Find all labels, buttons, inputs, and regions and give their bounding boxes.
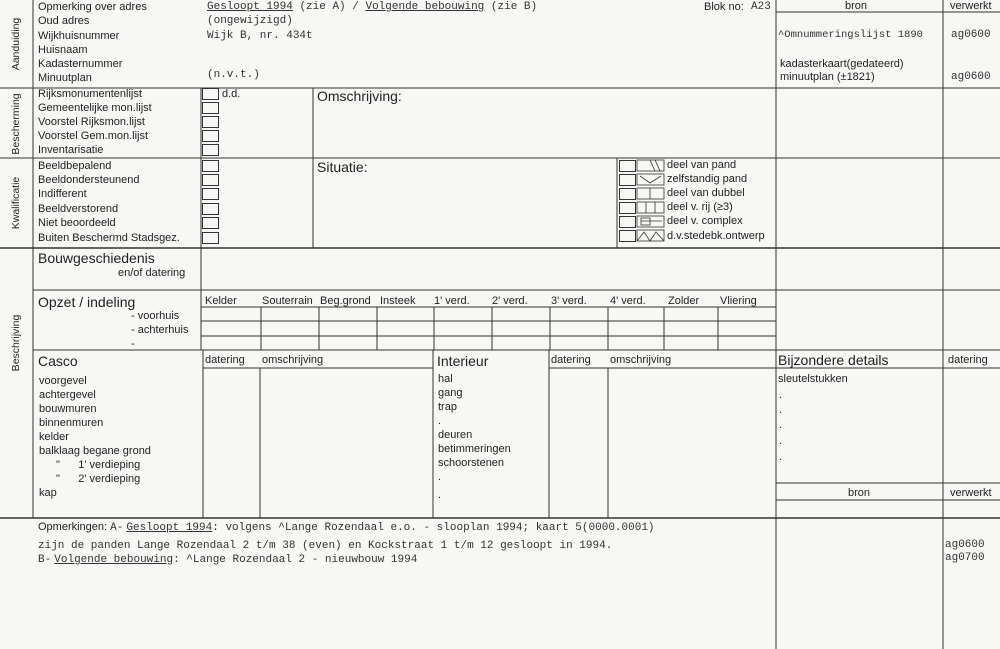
label-voorstel-rijksmonlijst: Voorstel Rijksmon.lijst: [38, 116, 145, 128]
floor-vliering: Vliering: [720, 295, 757, 307]
blok-value: A23: [751, 1, 771, 13]
dd-label: d.d.: [222, 88, 241, 100]
interieur-omschrijving-header: omschrijving: [610, 354, 672, 366]
side-label-kwalificatie: Kwalificatie: [10, 176, 22, 230]
label-huisnaam: Huisnaam: [38, 44, 88, 56]
bron-header-lower: bron: [848, 487, 871, 499]
label-beeldondersteunend: Beeldondersteunend: [38, 174, 140, 186]
checkbox-beeldondersteunend[interactable]: [202, 174, 219, 186]
opmerkingen-verwerkt-2: ag0700: [945, 552, 985, 564]
casco-omschrijving-header: omschrijving: [262, 354, 324, 366]
checkbox-buiten-beschermd[interactable]: [202, 232, 219, 244]
verwerkt-1: ag0600: [951, 29, 991, 41]
opmerkingen-b-text: : ^Lange Rozendaal 2 - nieuwbouw 1994: [173, 554, 418, 566]
bron-header: bron: [845, 0, 868, 12]
omschrijving-label: Omschrijving:: [317, 88, 402, 104]
label-wijkhuisnummer: Wijkhuisnummer: [38, 30, 120, 42]
floor-insteek: Insteek: [380, 295, 416, 307]
datering-sub-label: en/of datering: [118, 267, 186, 279]
type-stedebk-ontwerp: d.v.stedebk.ontwerp: [667, 230, 765, 242]
bijzondere-dot-5: .: [779, 451, 783, 463]
interieur-dot-2: .: [438, 471, 442, 483]
opmerkingen-b-prefix: B-: [38, 554, 52, 566]
interieur-label: Interieur: [437, 353, 489, 369]
type-deel-v-rij: deel v. rij (≥3): [667, 201, 733, 213]
bijzondere-details-label: Bijzondere details: [778, 352, 889, 368]
label-beeldbepalend: Beeldbepalend: [38, 160, 112, 172]
floor-kelder: Kelder: [205, 295, 237, 307]
checkbox-inventarisatie[interactable]: [202, 144, 219, 156]
bron-minuutplan: minuutplan (±1821): [780, 71, 875, 83]
bouwgeschiedenis-label: Bouwgeschiedenis: [38, 250, 155, 266]
floor-2-verd: 2' verd.: [492, 295, 528, 307]
checkbox-beeldbepalend[interactable]: [202, 160, 219, 172]
minuutplan-value: (n.v.t.): [207, 69, 260, 81]
label-niet-beoordeeld: Niet beoordeeld: [38, 217, 116, 229]
opmerkingen-verwerkt-1: ag0600: [945, 539, 985, 551]
label-opmerking-adres: Opmerking over adres: [38, 1, 147, 13]
checkbox-voorstel-rijksmonlijst[interactable]: [202, 116, 219, 128]
casco-balklaag: balklaag begane grond: [39, 445, 151, 457]
situatie-label: Situatie:: [317, 159, 368, 175]
label-rijksmonumentenlijst: Rijksmonumentenlijst: [38, 88, 142, 100]
interieur-deuren: deuren: [438, 429, 473, 441]
checkbox-beeldverstorend[interactable]: [202, 203, 219, 215]
verwerkt-header-lower: verwerkt: [950, 487, 992, 499]
checkbox-deel-v-complex[interactable]: [619, 216, 636, 228]
side-label-beschrijving: Beschrijving: [10, 314, 22, 372]
opmerkingen-line-3: [38, 554, 417, 566]
opmerkingen-a-text: : volgens ^Lange Rozendaal e.o. - slooplan 1994; kaart 5(0000.0001): [212, 522, 655, 534]
casco-kap: kap: [39, 487, 57, 499]
side-label-bescherming: Bescherming: [10, 93, 22, 155]
casco-2-verdieping: " 2' verdieping: [56, 473, 141, 485]
floor-beg-grond: Beg.grond: [320, 295, 371, 307]
bijzondere-dot-3: .: [779, 419, 783, 431]
interieur-schoorstenen: schoorstenen: [438, 457, 505, 469]
bijzondere-dot-1: .: [779, 389, 783, 401]
label-oud-adres: Oud adres: [38, 15, 90, 27]
blok-label: Blok no:: [704, 1, 744, 13]
interieur-dot-1: .: [438, 415, 442, 427]
interieur-datering-header: datering: [551, 354, 591, 366]
label-buiten-beschermd: Buiten Beschermd Stadsgez.: [38, 232, 180, 244]
checkbox-gemeentelijke-monlijst[interactable]: [202, 102, 219, 114]
remark-line: [207, 2, 537, 13]
bron-kadasterkaart: kadasterkaart(gedateerd): [780, 58, 904, 70]
old-address-value: (ongewijzigd): [207, 15, 293, 27]
interieur-hal: hal: [438, 373, 453, 385]
label-minuutplan: Minuutplan: [38, 72, 92, 84]
opzet-voorhuis: - voorhuis: [131, 310, 180, 322]
side-label-aanduiding: Aanduiding: [10, 17, 22, 71]
label-gemeentelijke-monlijst: Gemeentelijke mon.lijst: [38, 102, 152, 114]
remark-b-ref: (zie B): [490, 1, 538, 13]
interieur-trap: trap: [438, 401, 457, 413]
bron-omnummeringslijst: ^Omnummeringslijst 1890: [778, 29, 923, 41]
opzet-label: Opzet / indeling: [38, 294, 136, 310]
opmerkingen-a-prefix: A-: [110, 522, 124, 534]
casco-binnenmuren: binnenmuren: [39, 417, 104, 429]
casco-label: Casco: [38, 353, 78, 369]
casco-voorgevel: voorgevel: [39, 375, 87, 387]
interieur-gang: gang: [438, 387, 463, 399]
checkbox-voorstel-gemmonlijst[interactable]: [202, 130, 219, 142]
interieur-dot-3: .: [438, 489, 442, 501]
floor-zolder: Zolder: [668, 295, 700, 307]
bijzondere-sleutelstukken: sleutelstukken: [778, 373, 848, 385]
floor-1-verd: 1' verd.: [434, 295, 470, 307]
label-inventarisatie: Inventarisatie: [38, 144, 104, 156]
checkbox-niet-beoordeeld[interactable]: [202, 217, 219, 229]
opzet-extra: -: [131, 338, 135, 350]
opmerkingen-b-title: Volgende bebouwing: [54, 554, 174, 566]
label-beeldverstorend: Beeldverstorend: [38, 203, 119, 215]
floor-4-verd: 4' verd.: [610, 295, 646, 307]
remark-volgende-bebouwing: Volgende bebouwing: [365, 1, 485, 13]
checkbox-deel-van-pand[interactable]: [619, 160, 636, 172]
casco-achtergevel: achtergevel: [39, 389, 96, 401]
casco-1-verdieping: " 1' verdieping: [56, 459, 141, 471]
opmerkingen-line-2: zijn de panden Lange Rozendaal 2 t/m 38 (even) en Kockstraat 1 t/m 12 gesloopt in 1994.: [38, 540, 613, 552]
opmerkingen-line-1: [38, 522, 655, 534]
opmerkingen-a-title: Gesloopt 1994: [126, 522, 213, 534]
checkbox-zelfstandig-pand[interactable]: [619, 174, 636, 186]
verwerkt-2: ag0600: [951, 71, 991, 83]
label-kadasternummer: Kadasternummer: [38, 58, 123, 70]
type-deel-v-complex: deel v. complex: [667, 215, 743, 227]
label-indifferent: Indifferent: [38, 188, 87, 200]
remark-a-ref: (zie A) /: [299, 1, 359, 13]
casco-kelder: kelder: [39, 431, 69, 443]
wijkhuisnummer-value: Wijk B, nr. 434t: [207, 30, 313, 42]
checkbox-deel-v-rij[interactable]: [619, 202, 636, 214]
remark-gesloopt: Gesloopt 1994: [207, 1, 293, 13]
checkbox-deel-van-dubbel[interactable]: [619, 188, 636, 200]
floor-3-verd: 3' verd.: [551, 295, 587, 307]
casco-datering-header: datering: [205, 354, 245, 366]
checkbox-indifferent[interactable]: [202, 188, 219, 200]
opzet-achterhuis: - achterhuis: [131, 324, 189, 336]
type-deel-van-dubbel: deel van dubbel: [667, 187, 745, 199]
opmerkingen-label: Opmerkingen:: [38, 521, 108, 533]
type-zelfstandig-pand: zelfstandig pand: [667, 173, 748, 185]
interieur-betimmeringen: betimmeringen: [438, 443, 511, 455]
checkbox-rijksmonumentenlijst[interactable]: [202, 88, 219, 100]
bijzondere-dot-2: .: [779, 404, 783, 416]
verwerkt-header: verwerkt: [950, 0, 992, 12]
type-deel-van-pand: deel van pand: [667, 159, 737, 171]
floor-souterrain: Souterrain: [262, 295, 313, 307]
casco-bouwmuren: bouwmuren: [39, 403, 97, 415]
checkbox-stedebk-ontwerp[interactable]: [619, 230, 636, 242]
bijzondere-dot-4: .: [779, 435, 783, 447]
label-voorstel-gemmonlijst: Voorstel Gem.mon.lijst: [38, 130, 149, 142]
bijzondere-datering-header: datering: [948, 354, 988, 366]
